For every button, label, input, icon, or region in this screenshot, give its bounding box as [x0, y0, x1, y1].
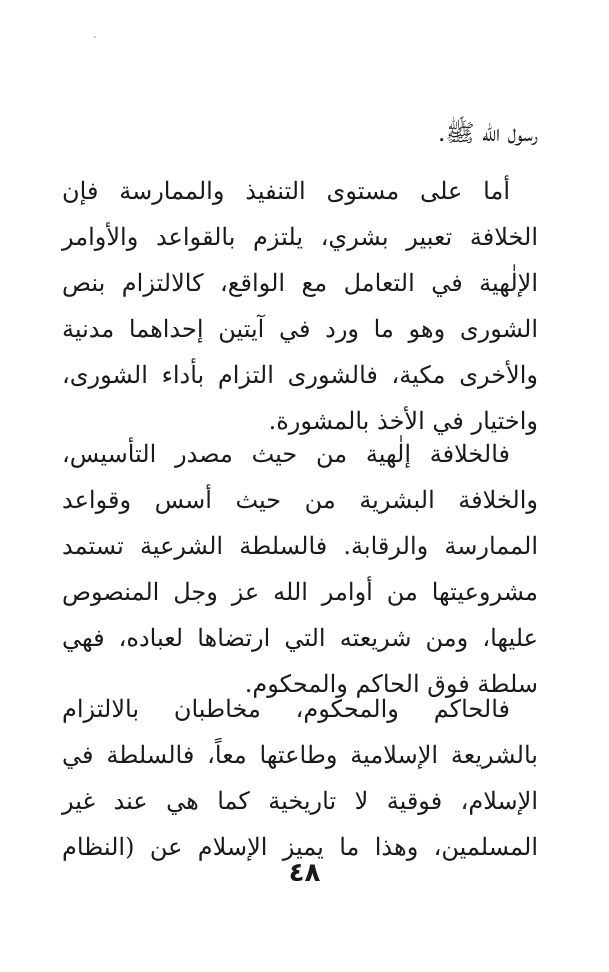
text-line: فالحاكم والمحكوم، مخاطبان بالالتزام	[62, 695, 510, 723]
text-line: سلطة فوق الحاكم والمحكوم.	[244, 670, 538, 698]
text-line: واختيار في الأخذ بالمشورة.	[268, 407, 538, 435]
paragraph-1	[62, 110, 538, 156]
text-line: بالشريعة الإسلامية وطاعتها معاً، فالسلطة في	[62, 741, 538, 769]
paragraph-2	[62, 168, 538, 444]
paragraph-4	[62, 686, 538, 870]
text-line: عليها، ومن شريعته التي ارتضاها لعباده، فهي	[62, 624, 538, 652]
text-line: مشروعيتها من أوامر الله عز وجل المنصوص	[62, 578, 538, 606]
text-line: والخلافة البشرية من حيث أسس وقواعد	[62, 486, 538, 514]
paragraph-3	[62, 431, 538, 707]
text-line: الإلٰهية في التعامل مع الواقع، كالالتزام بنص	[62, 269, 538, 297]
text-line: الخلافة تعبير بشري، يلتزم بالقواعد والأوامر	[62, 223, 538, 251]
text-line: الشورى وهو ما ورد في آيتين إحداهما مدنية	[62, 315, 538, 343]
text-line: المسلمين، وهذا ما يميز الإسلام عن (النظام	[62, 833, 538, 861]
text-line: الممارسة والرقابة. فالسلطة الشرعية تستمد	[62, 532, 538, 560]
text-line: رسول الله ﷺ.	[437, 119, 538, 147]
scan-speck	[94, 36, 96, 38]
text-line: والأخرى مكية، فالشورى التزام بأداء الشورى،	[62, 361, 538, 389]
text-line: أما على مستوى التنفيذ والممارسة فإن	[62, 177, 510, 205]
page-number: ٤٨	[288, 858, 321, 888]
text-line: الإسلام، فوقية لا تاريخية كما هي عند غير	[62, 787, 538, 815]
text-line: فالخلافة إلٰهية من حيث مصدر التأسيس،	[62, 440, 510, 468]
